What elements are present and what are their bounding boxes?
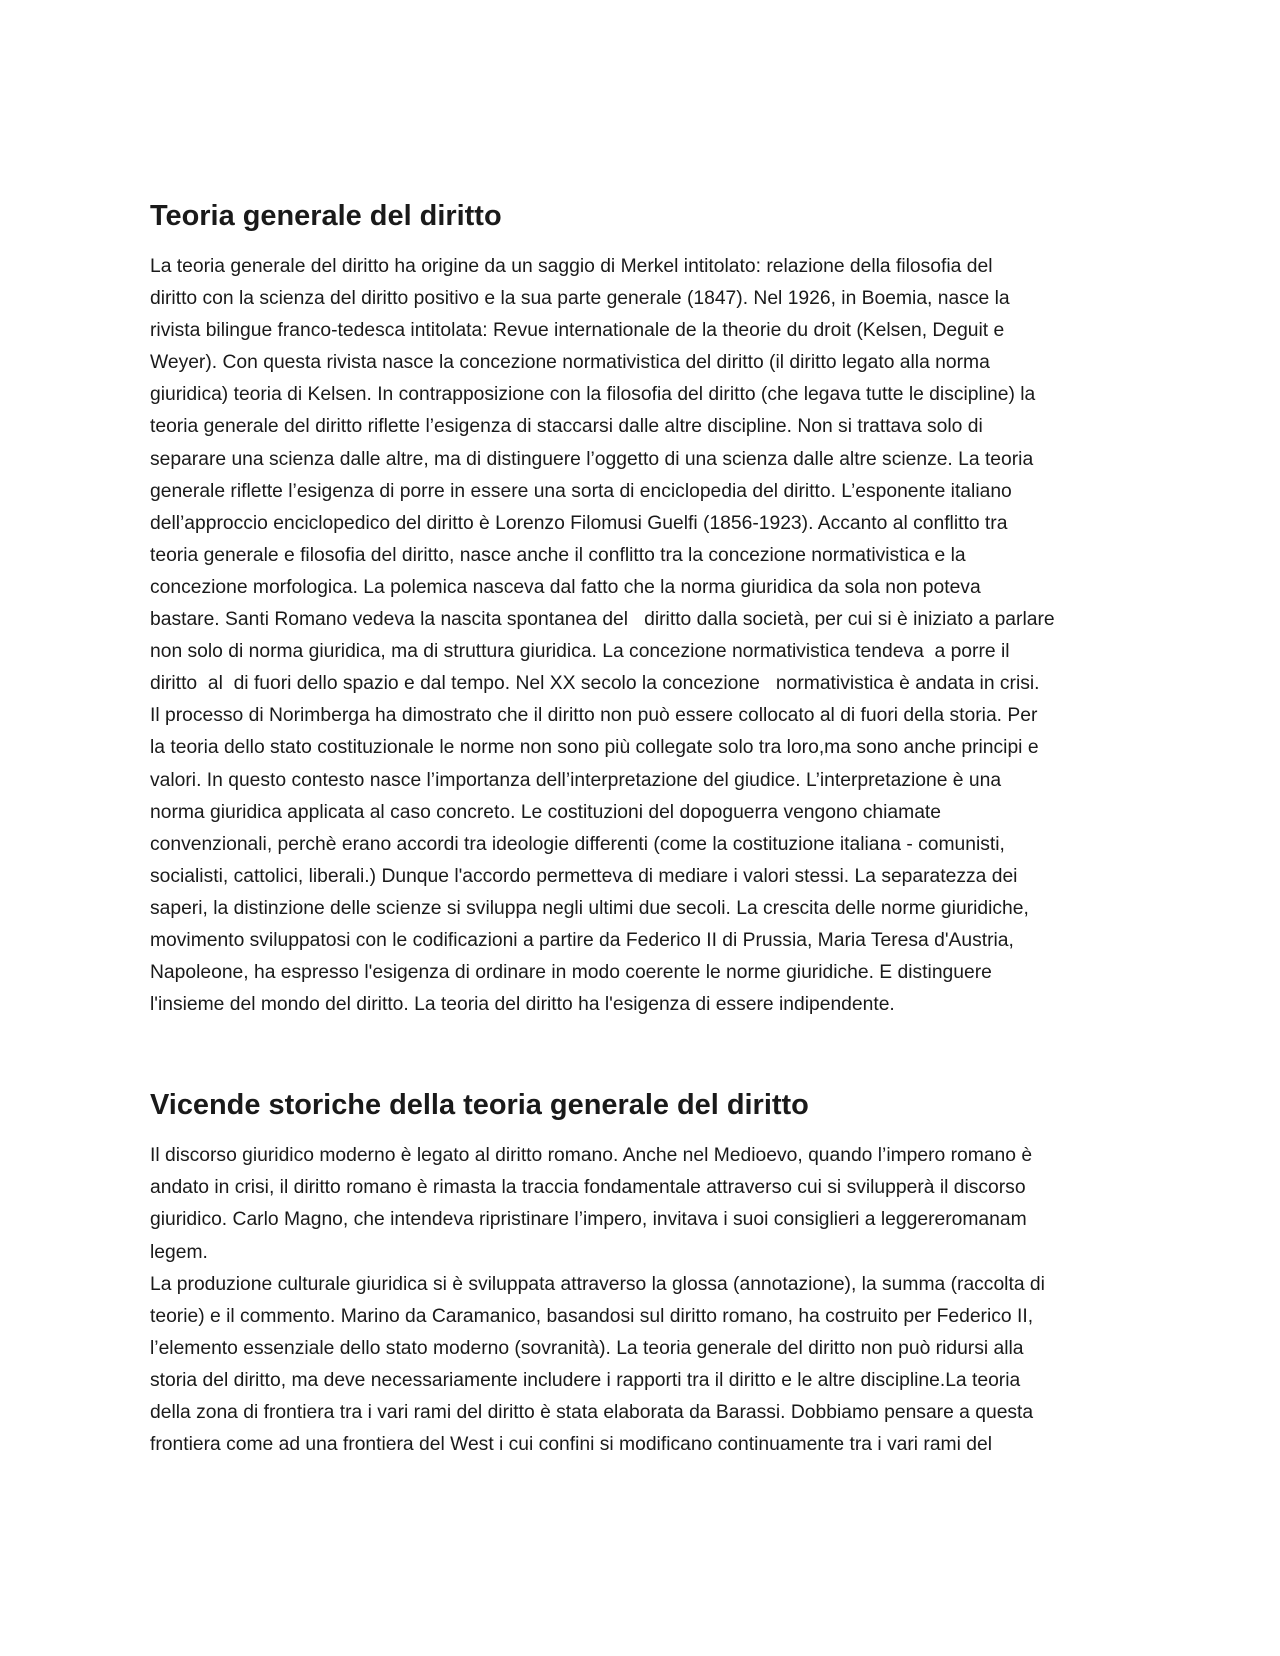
text-line: valori. In questo contesto nasce l’importanza dell’interpretazione del giudice. L’interpretazione è una [150, 769, 1002, 791]
text-line: diritto al di fuori dello spazio e dal tempo. Nel XX secolo la concezione normativistica è andata in crisi. [150, 673, 1040, 695]
text-line: dell’approccio enciclopedico del diritto è Lorenzo Filomusi Guelfi (1856-1923). Accanto al conflitto tra [150, 512, 1008, 534]
text-line: Il processo di Norimberga ha dimostrato che il diritto non può essere collocato al di fuori della storia. Per [150, 705, 1038, 727]
text-line: diritto con la scienza del diritto positivo e la sua parte generale (1847). Nel 1926, in Boemia, nasce la [150, 288, 1010, 310]
text-line: giuridico. Carlo Magno, che intendeva ripristinare l’impero, invitava i suoi consiglieri a leggereromanam [150, 1209, 1027, 1231]
text-line: La produzione culturale giuridica si è sviluppata attraverso la glossa (annotazione), la summa (raccolta di [150, 1273, 1045, 1295]
text-line: La teoria generale del diritto ha origine da un saggio di Merkel intitolato: relazione della filosofia del [150, 256, 993, 277]
text-line: storia del diritto, ma deve necessariamente includere i rapporti tra il diritto e le altre discipline.La teoria [150, 1369, 1021, 1391]
text-line: l'insieme del mondo del diritto. La teoria del diritto ha l'esigenza di essere indipendente. [150, 994, 895, 1016]
section-paragraph [150, 251, 1130, 1021]
section-teoria-generale [150, 200, 1130, 1021]
text-line: Il discorso giuridico moderno è legato al diritto romano. Anche nel Medioevo, quando l’impero romano è [150, 1145, 1033, 1167]
text-line: andato in crisi, il diritto romano è rimasta la traccia fondamentale attraverso cui si svilupperà il discorso [150, 1177, 1026, 1199]
text-line: Weyer). Con questa rivista nasce la concezione normativistica del diritto (il diritto legato alla norma [150, 352, 990, 374]
text-line: concezione morfologica. La polemica nasceva dal fatto che la norma giuridica da sola non poteva [150, 576, 981, 598]
section-heading: Vicende storiche della teoria generale del diritto [150, 1089, 809, 1122]
section-vicende-storiche [150, 1089, 1130, 1461]
document-page [150, 200, 1130, 1461]
text-line: generale riflette l’esigenza di porre in essere una sorta di enciclopedia del diritto. L’esponente italiano [150, 480, 1012, 502]
section-paragraph [150, 1140, 1130, 1461]
text-line: della zona di frontiera tra i vari rami del diritto è stata elaborata da Barassi. Dobbiamo pensare a questa [150, 1402, 1034, 1423]
text-line: movimento sviluppatosi con le codificazioni a partire da Federico II di Prussia, Maria Teresa d'Austria, [150, 929, 1014, 951]
text-line: frontiera come ad una frontiera del West i cui confini si modificano continuamente tra i vari rami del [150, 1434, 992, 1456]
text-line: legem. [150, 1241, 208, 1263]
text-line: teorie) e il commento. Marino da Caramanico, basandosi sul diritto romano, ha costruito per Federico II, [150, 1305, 1034, 1327]
section-spacer [150, 1021, 1130, 1089]
text-line: l’elemento essenziale dello stato moderno (sovranità). La teoria generale del diritto non può ridursi alla [150, 1337, 1024, 1359]
text-line: teoria generale e filosofia del diritto, nasce anche il conflitto tra la concezione normativistica e la [150, 544, 966, 566]
text-line: saperi, la distinzione delle scienze si sviluppa negli ultimi due secoli. La crescita delle norme giuridiche, [150, 897, 1029, 919]
section-heading: Teoria generale del diritto [150, 200, 502, 232]
text-line: rivista bilingue franco-tedesca intitolata: Revue internationale de la theorie du droit (Kelsen, Deguit e [150, 320, 1005, 342]
text-line: giuridica) teoria di Kelsen. In contrapposizione con la filosofia del diritto (che legava tutte le discipline) la [150, 384, 1036, 406]
text-line: convenzionali, perchè erano accordi tra ideologie differenti (come la costituzione italiana - comunisti, [150, 833, 1005, 855]
text-line: non solo di norma giuridica, ma di struttura giuridica. La concezione normativistica tendeva a porre il [150, 641, 1010, 663]
text-line: Napoleone, ha espresso l'esigenza di ordinare in modo coerente le norme giuridiche. E distinguere [150, 962, 992, 984]
text-line: norma giuridica applicata al caso concreto. Le costituzioni del dopoguerra vengono chiamate [150, 801, 942, 823]
text-line: bastare. Santi Romano vedeva la nascita spontanea del diritto dalla società, per cui si è iniziato a parlare [150, 609, 1055, 631]
text-line: socialisti, cattolici, liberali.) Dunque l'accordo permetteva di mediare i valori stessi. La separatezza dei [150, 865, 1018, 887]
text-line: la teoria dello stato costituzionale le norme non sono più collegate solo tra loro,ma sono anche principi e [150, 737, 1039, 759]
text-line: separare una scienza dalle altre, ma di distinguere l’oggetto di una scienza dalle altre scienze. La teoria [150, 448, 1034, 470]
text-line: teoria generale del diritto riflette l’esigenza di staccarsi dalle altre discipline. Non si trattava solo di [150, 416, 983, 438]
